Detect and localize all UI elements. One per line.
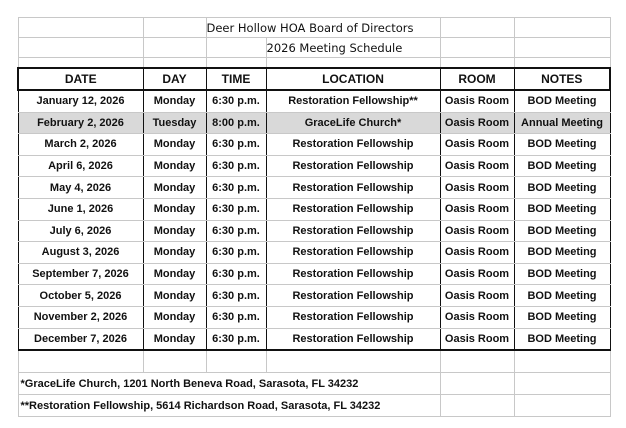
table-row: [18, 155, 610, 177]
cell-notes: BOD Meeting: [514, 328, 610, 350]
cell-notes: BOD Meeting: [514, 263, 610, 285]
cell-day: Monday: [143, 263, 206, 285]
header-notes: NOTES: [514, 68, 610, 90]
cell-location: Restoration Fellowship: [266, 285, 440, 307]
cell-time: 6:30 p.m.: [206, 155, 266, 177]
table-row: [18, 306, 610, 328]
cell-date: November 2, 2026: [18, 306, 143, 328]
cell-location: Restoration Fellowship: [266, 328, 440, 350]
cell-time: 6:30 p.m.: [206, 177, 266, 199]
cell-location: GraceLife Church*: [266, 112, 440, 134]
cell-day: Monday: [143, 134, 206, 156]
cell-day: Monday: [143, 90, 206, 112]
cell-room: Oasis Room: [440, 242, 514, 264]
meeting-schedule-table: [17, 17, 611, 417]
cell-time: 6:30 p.m.: [206, 220, 266, 242]
cell-time: 6:30 p.m.: [206, 134, 266, 156]
cell-date: May 4, 2026: [18, 177, 143, 199]
cell-time: 6:30 p.m.: [206, 263, 266, 285]
cell-notes: BOD Meeting: [514, 134, 610, 156]
table-row: [18, 220, 610, 242]
cell-room: Oasis Room: [440, 155, 514, 177]
footnote-row: [18, 395, 610, 417]
cell-time: 6:30 p.m.: [206, 328, 266, 350]
cell-notes: BOD Meeting: [514, 177, 610, 199]
cell-notes: BOD Meeting: [514, 220, 610, 242]
cell-day: Tuesday: [143, 112, 206, 134]
empty-row: [18, 350, 610, 373]
cell-day: Monday: [143, 306, 206, 328]
schedule-title: Deer Hollow HOA Board of Directors: [206, 18, 440, 38]
cell-date: February 2, 2026: [18, 112, 143, 134]
table-row: [18, 263, 610, 285]
cell-time: 6:30 p.m.: [206, 285, 266, 307]
cell-date: April 6, 2026: [18, 155, 143, 177]
cell-date: March 2, 2026: [18, 134, 143, 156]
cell-day: Monday: [143, 285, 206, 307]
cell-room: Oasis Room: [440, 220, 514, 242]
cell-day: Monday: [143, 328, 206, 350]
cell-room: Oasis Room: [440, 285, 514, 307]
cell-day: Monday: [143, 155, 206, 177]
cell-location: Restoration Fellowship: [266, 220, 440, 242]
header-day: DAY: [143, 68, 206, 90]
table-row: [18, 285, 610, 307]
cell-location: Restoration Fellowship: [266, 306, 440, 328]
cell-date: September 7, 2026: [18, 263, 143, 285]
cell-notes: BOD Meeting: [514, 90, 610, 112]
cell-day: Monday: [143, 177, 206, 199]
footnote: **Restoration Fellowship, 5614 Richardson Road, Sarasota, FL 34232: [18, 395, 440, 417]
header-row: [18, 68, 610, 90]
cell-notes: BOD Meeting: [514, 155, 610, 177]
footnote-row: [18, 373, 610, 395]
header-time: TIME: [206, 68, 266, 90]
table-row: [18, 177, 610, 199]
cell-time: 8:00 p.m.: [206, 112, 266, 134]
cell-time: 6:30 p.m.: [206, 90, 266, 112]
table-row: [18, 112, 610, 134]
cell-location: Restoration Fellowship**: [266, 90, 440, 112]
cell-room: Oasis Room: [440, 198, 514, 220]
cell-notes: Annual Meeting: [514, 112, 610, 134]
header-date: DATE: [18, 68, 143, 90]
footnote: *GraceLife Church, 1201 North Beneva Road, Sarasota, FL 34232: [18, 373, 440, 395]
cell-date: January 12, 2026: [18, 90, 143, 112]
cell-date: December 7, 2026: [18, 328, 143, 350]
cell-location: Restoration Fellowship: [266, 198, 440, 220]
cell-room: Oasis Room: [440, 177, 514, 199]
table-row: [18, 328, 610, 350]
cell-notes: BOD Meeting: [514, 198, 610, 220]
cell-date: July 6, 2026: [18, 220, 143, 242]
table-row: [18, 242, 610, 264]
cell-day: Monday: [143, 198, 206, 220]
cell-location: Restoration Fellowship: [266, 177, 440, 199]
cell-date: August 3, 2026: [18, 242, 143, 264]
table-row: [18, 134, 610, 156]
cell-notes: BOD Meeting: [514, 285, 610, 307]
cell-day: Monday: [143, 220, 206, 242]
schedule-subtitle: 2026 Meeting Schedule: [266, 38, 440, 58]
table-row: [18, 198, 610, 220]
header-room: ROOM: [440, 68, 514, 90]
cell-room: Oasis Room: [440, 112, 514, 134]
cell-notes: BOD Meeting: [514, 306, 610, 328]
cell-room: Oasis Room: [440, 134, 514, 156]
cell-room: Oasis Room: [440, 263, 514, 285]
cell-location: Restoration Fellowship: [266, 155, 440, 177]
cell-location: Restoration Fellowship: [266, 263, 440, 285]
cell-room: Oasis Room: [440, 306, 514, 328]
cell-notes: BOD Meeting: [514, 242, 610, 264]
cell-location: Restoration Fellowship: [266, 242, 440, 264]
table-row: [18, 90, 610, 112]
cell-date: June 1, 2026: [18, 198, 143, 220]
cell-location: Restoration Fellowship: [266, 134, 440, 156]
cell-room: Oasis Room: [440, 90, 514, 112]
cell-date: October 5, 2026: [18, 285, 143, 307]
cell-time: 6:30 p.m.: [206, 242, 266, 264]
cell-room: Oasis Room: [440, 328, 514, 350]
cell-day: Monday: [143, 242, 206, 264]
cell-time: 6:30 p.m.: [206, 306, 266, 328]
cell-time: 6:30 p.m.: [206, 198, 266, 220]
header-location: LOCATION: [266, 68, 440, 90]
